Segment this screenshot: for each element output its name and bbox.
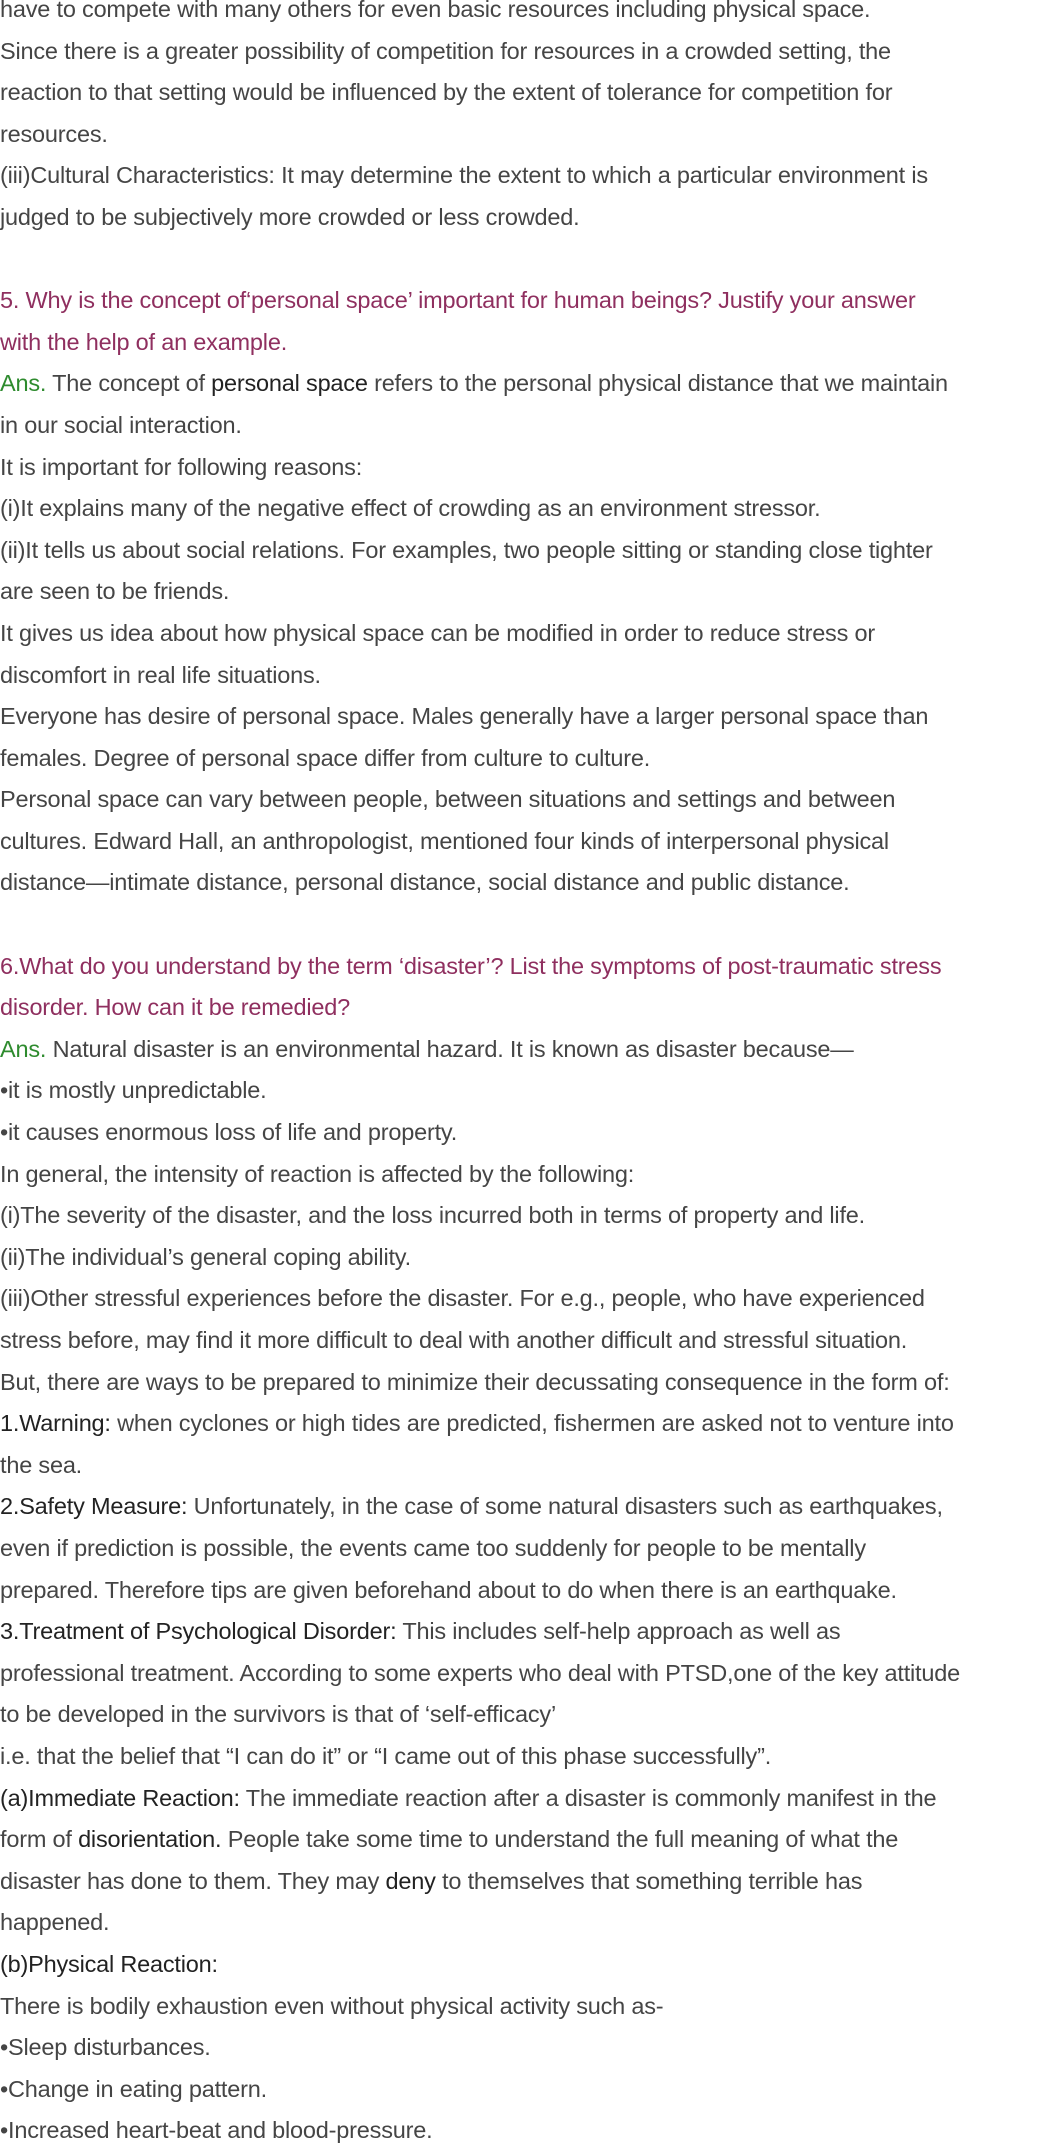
text-line: stress before, may find it more difficult to deal with another difficult and stressful situation.: [0, 1327, 908, 1353]
text-line: in our social interaction.: [0, 411, 242, 438]
text-line: the sea.: [0, 1451, 83, 1478]
paragraph-gap: [0, 239, 1051, 281]
text-line: happened.: [0, 1909, 110, 1936]
list-item: •Change in eating pattern.: [0, 2075, 267, 2102]
text-line: •it causes enormous loss of life and property.: [0, 1119, 458, 1146]
question-6-section: [0, 946, 1051, 2152]
list-item: •Sleep disturbances.: [0, 2034, 211, 2061]
text-line: form of disorientation. People take some time to understand the full meaning of what the: [0, 1826, 899, 1853]
text-line: discomfort in real life situations.: [0, 661, 321, 688]
text-line: (iii)Cultural Characteristics: It may determine the extent to which a particular environment is: [0, 162, 928, 189]
answer-first-line: Ans. The concept of personal space refers to the personal physical distance that we maintain: [0, 370, 948, 397]
bold-term: (a)Immediate Reaction:: [0, 1784, 240, 1811]
bold-term: 1.Warning:: [0, 1410, 111, 1437]
list-item: •Increased heart-beat and blood-pressure.: [0, 2117, 433, 2144]
bold-term: deny: [385, 1867, 436, 1894]
warning-item: 1.Warning: when cyclones or high tides are predicted, fishermen are asked not to venture into: [0, 1410, 954, 1437]
text-line: disaster has done to them. They may deny to themselves that something terrible has: [0, 1867, 863, 1894]
text-line: Since there is a greater possibility of competition for resources in a crowded setting, the: [0, 37, 891, 64]
immediate-reaction-item: (a)Immediate Reaction: The immediate reaction after a disaster is commonly manifest in the: [0, 1784, 937, 1811]
bold-term: disorientation.: [78, 1826, 222, 1853]
text-line: distance—intimate distance, personal distance, social distance and public distance.: [0, 869, 850, 896]
text-line: i.e. that the belief that “I can do it” or “I came out of this phase successfully”.: [0, 1742, 772, 1769]
text-line: (iii)Other stressful experiences before the disaster. For e.g., people, who have experienced: [0, 1285, 925, 1312]
paragraph-gap: [0, 904, 1051, 946]
text-line: It gives us idea about how physical space can be modified in order to reduce stress or: [0, 619, 875, 646]
answer-label: Ans.: [0, 1035, 47, 1062]
text-line: to be developed in the survivors is that of ‘self-efficacy’: [0, 1701, 556, 1728]
text-line: females. Degree of personal space differ from culture to culture.: [0, 744, 651, 771]
text-line: are seen to be friends.: [0, 578, 230, 605]
text-line: judged to be subjectively more crowded or less crowded.: [0, 203, 580, 230]
question-5-section: [0, 280, 1051, 904]
text-line: (i)The severity of the disaster, and the loss incurred both in terms of property and life.: [0, 1202, 865, 1229]
text-line: There is bodily exhaustion even without physical activity such as-: [0, 1992, 664, 2019]
text-line: have to compete with many others for even basic resources including physical space.: [0, 0, 871, 22]
question-heading: disorder. How can it be remedied?: [0, 994, 351, 1021]
physical-reaction-heading: (b)Physical Reaction:: [0, 1950, 218, 1977]
bold-term: 2.Safety Measure:: [0, 1493, 188, 1520]
text-line: resources.: [0, 120, 108, 147]
text-line: cultures. Edward Hall, an anthropologist, mentioned four kinds of interpersonal physical: [0, 827, 889, 854]
question-heading: 6.What do you understand by the term ‘disaster’? List the symptoms of post-traumatic stress: [0, 952, 942, 979]
text-line: It is important for following reasons:: [0, 453, 363, 480]
text-line: (ii)It tells us about social relations. For examples, two people sitting or standing close tighter: [0, 536, 933, 563]
text-line: •it is mostly unpredictable.: [0, 1077, 267, 1104]
text-line: But, there are ways to be prepared to minimize their decussating consequence in the form of:: [0, 1368, 950, 1395]
question-heading: with the help of an example.: [0, 328, 288, 355]
bold-term: 3.Treatment of Psychological Disorder:: [0, 1618, 397, 1645]
text-line: (ii)The individual’s general coping ability.: [0, 1243, 411, 1270]
answer-first-line: Ans. Natural disaster is an environmental hazard. It is known as disaster because—: [0, 1035, 854, 1062]
intro-section: [0, 0, 1051, 239]
safety-measure-item: 2.Safety Measure: Unfortunately, in the case of some natural disasters such as earthquakes,: [0, 1493, 943, 1520]
treatment-item: 3.Treatment of Psychological Disorder: This includes self-help approach as well as: [0, 1618, 841, 1645]
text-line: even if prediction is possible, the events came too suddenly for people to be mentally: [0, 1534, 866, 1561]
text-line: (i)It explains many of the negative effect of crowding as an environment stressor.: [0, 495, 821, 522]
question-heading: 5. Why is the concept of‘personal space’ important for human beings? Justify your answer: [0, 287, 916, 314]
answer-label: Ans.: [0, 370, 47, 397]
text-line: Personal space can vary between people, between situations and settings and between: [0, 786, 896, 813]
text-line: prepared. Therefore tips are given beforehand about to do when there is an earthquake.: [0, 1576, 897, 1603]
text-line: reaction to that setting would be influenced by the extent of tolerance for competition for: [0, 79, 893, 106]
text-line: professional treatment. According to some experts who deal with PTSD,one of the key attitude: [0, 1659, 960, 1686]
text-line: In general, the intensity of reaction is affected by the following:: [0, 1160, 635, 1187]
bold-term: personal space: [211, 370, 368, 397]
text-line: Everyone has desire of personal space. Males generally have a larger personal space than: [0, 703, 929, 730]
